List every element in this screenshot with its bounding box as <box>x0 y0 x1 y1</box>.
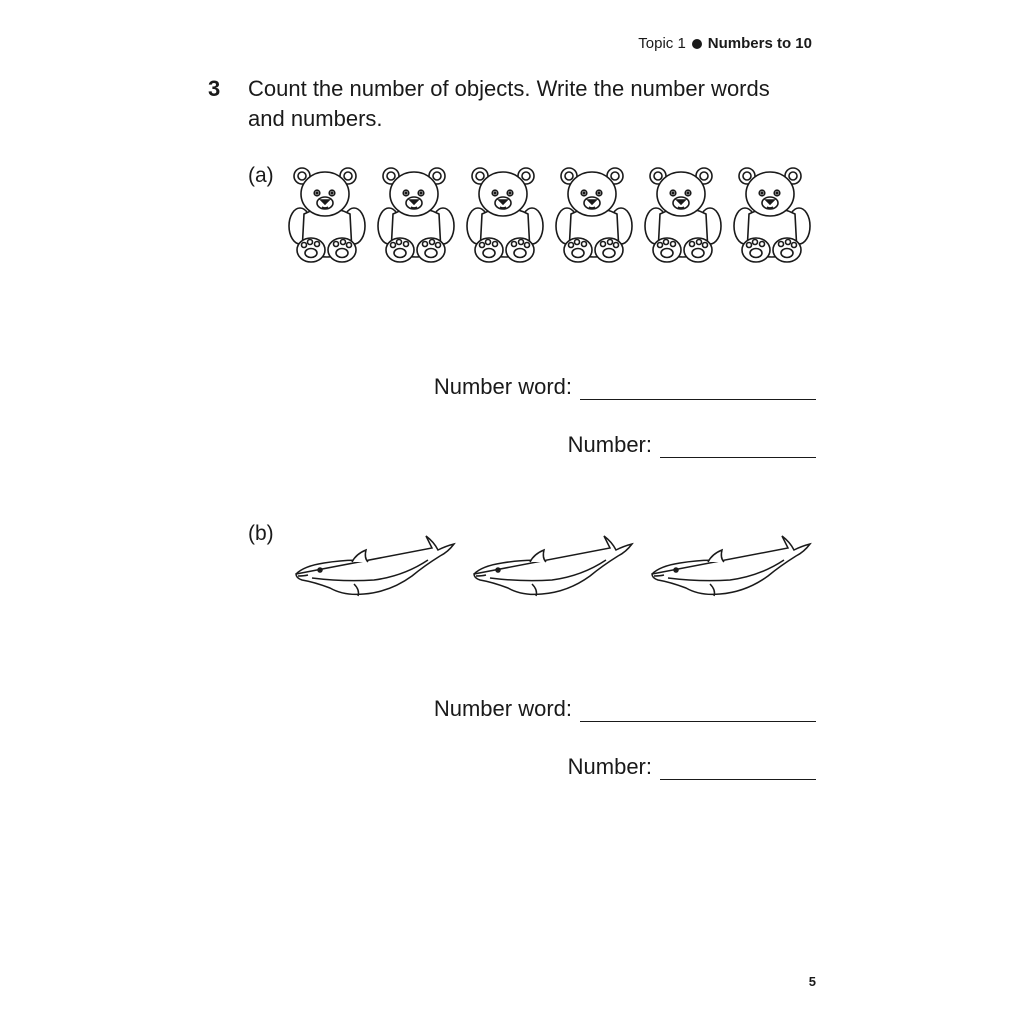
teddy-bear-icon <box>375 166 457 275</box>
number-word-label: Number word: <box>433 374 572 399</box>
part-b-number-row <box>568 754 816 780</box>
teddy-bear-icon <box>464 166 546 275</box>
number-blank[interactable] <box>660 433 816 458</box>
teddy-bear-icon <box>642 166 724 275</box>
part-b-number-word-row <box>434 696 816 722</box>
dolphin-icon <box>472 536 634 603</box>
topic-label: Topic 1 <box>638 35 686 52</box>
bullet-icon <box>692 39 702 49</box>
question-number: 3 <box>208 76 221 101</box>
number-word-label: Number word: <box>433 696 572 721</box>
page-header <box>638 35 812 52</box>
teddy-bear-icon <box>553 166 635 275</box>
part-a-number-row <box>568 432 816 458</box>
number-label: Number: <box>567 754 652 779</box>
number-word-blank[interactable] <box>580 697 816 722</box>
part-a-label: (a) <box>248 164 274 187</box>
page-number: 5 <box>808 974 816 989</box>
part-a-number-word-row <box>434 374 816 400</box>
number-word-blank[interactable] <box>580 375 816 400</box>
dolphin-icon <box>650 536 812 603</box>
teddy-bear-icon <box>731 166 813 275</box>
topic-title: Numbers to 10 <box>707 35 812 52</box>
number-blank[interactable] <box>660 755 816 780</box>
number-label: Number: <box>567 432 652 457</box>
question-instruction: Count the number of objects. Write the number words and numbers. <box>248 76 770 131</box>
teddy-bear-icon <box>286 166 368 275</box>
dolphin-icon <box>294 536 456 603</box>
part-b-label: (b) <box>248 522 274 545</box>
